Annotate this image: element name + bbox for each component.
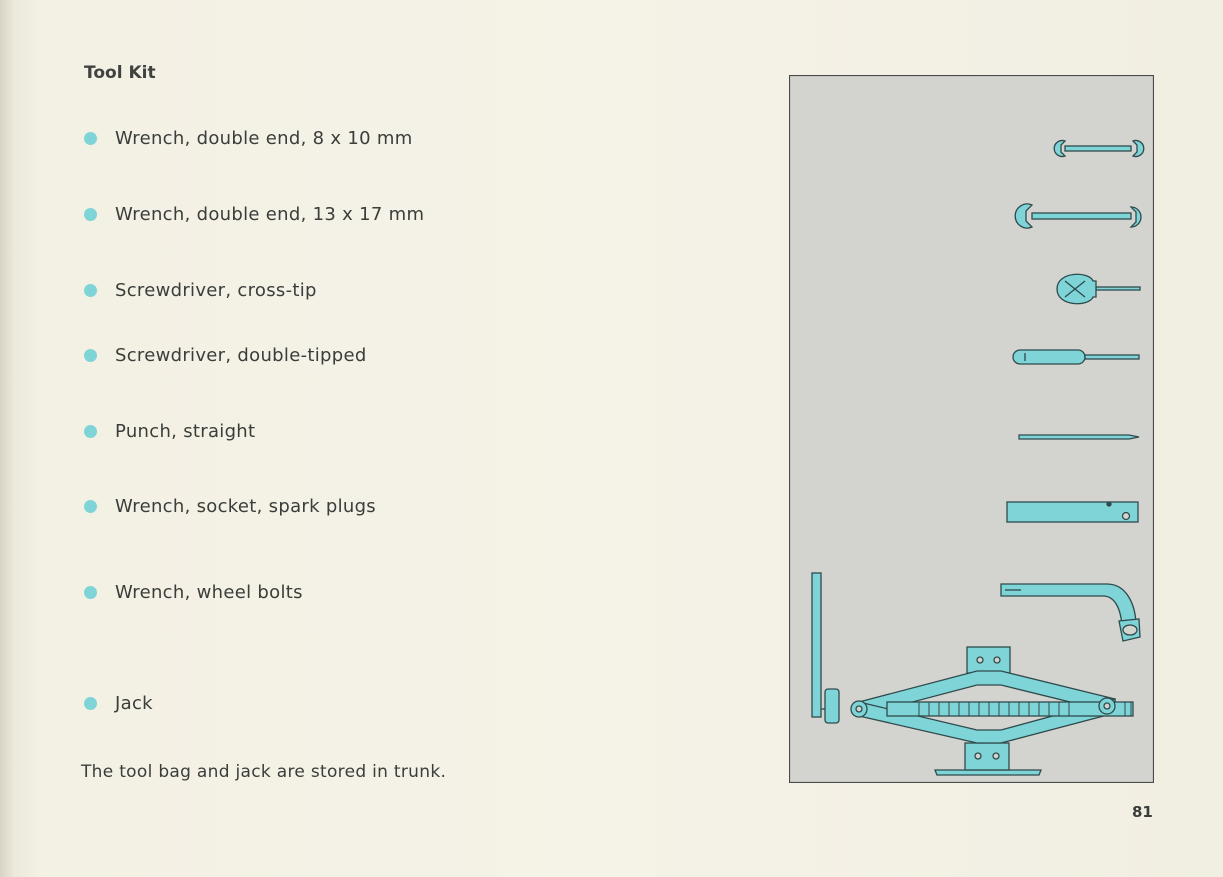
spark-plug-socket-icon — [1007, 502, 1138, 522]
punch-icon — [1019, 435, 1139, 439]
list-item — [84, 344, 367, 366]
bullet-icon — [84, 208, 97, 221]
bullet-icon — [84, 425, 97, 438]
bullet-icon — [84, 132, 97, 145]
section-title: Tool Kit — [84, 63, 156, 83]
tool-illustration-panel — [789, 75, 1154, 783]
list-item-label: Punch, straight — [115, 420, 256, 442]
bullet-icon — [84, 284, 97, 297]
page-number: 81 — [1132, 803, 1153, 821]
list-item-label: Screwdriver, cross-tip — [115, 279, 317, 301]
list-item-label: Wrench, double end, 8 x 10 mm — [115, 127, 413, 149]
list-item — [84, 420, 255, 442]
bullet-icon — [84, 500, 97, 513]
list-item-label: Wrench, socket, spark plugs — [115, 495, 376, 517]
list-item — [84, 581, 303, 603]
list-item — [84, 495, 376, 517]
list-item — [84, 279, 317, 301]
list-item — [84, 692, 153, 714]
bullet-icon — [84, 697, 97, 710]
list-item-label: Wrench, wheel bolts — [115, 581, 303, 603]
page-binding — [0, 0, 14, 877]
list-item-label: Screwdriver, double-tipped — [115, 344, 367, 366]
list-item — [84, 203, 424, 225]
bullet-icon — [84, 349, 97, 362]
list-item-label: Wrench, double end, 13 x 17 mm — [115, 203, 425, 225]
storage-note: The tool bag and jack are stored in trunk. — [81, 762, 447, 782]
tool-illustration — [789, 75, 1154, 783]
list-item — [84, 127, 413, 149]
bullet-icon — [84, 586, 97, 599]
list-item-label: Jack — [115, 692, 153, 714]
